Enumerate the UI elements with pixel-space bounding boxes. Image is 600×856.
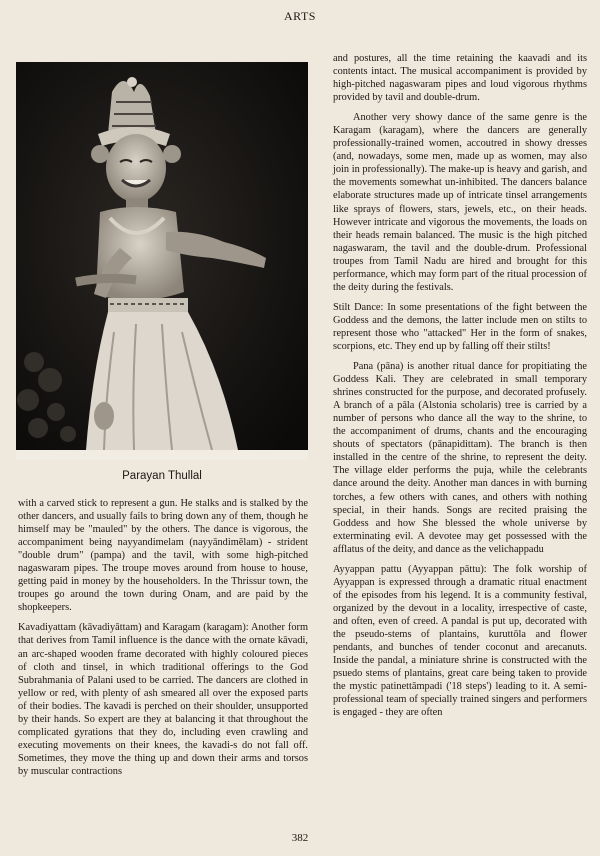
figure [16,62,308,460]
paragraph-karagam: Another very showy dance of the same genre is the Karagam (karagam), where the dancers are generally professionally-trained women, accoutred in showy dresses (and, nowadays, some men, made up as women, may also join in professionally). The make-up is heavy and garish, and the movements somewhat un-inhibited. The dancers balance elaborate structures made up of intricate tinsel arrangements like sprays of flowers, stars, jewels, etc., on their heads. However intricate and vigorous the movements, the loads on their heads remain balanced. The music is the high pitched nagaswaram, the tavil and the double-drum. Professional troupes from Tamil Nadu are hired and brought for this performance, which may form part of the ritual procession of the deity during the festivals. [333,112,587,293]
page-number: 382 [291,832,309,844]
figure-caption: Parayan Thullal [122,470,202,482]
right-column [333,52,587,719]
paragraph: and postures, all the time retaining the kaavadi and its contents intact. The musical accompaniment is provided by high-pitched nagaswaram pipes and loud vigorous rhythms provided by tavil and double-drum. [333,53,587,104]
paragraph: with a carved stick to represent a gun. He stalks and is stalked by the other dancers, and usually fails to bring down any of them, though he himself may be "mauled" by the others. The dance is vigorous, the accompaniment being nayyandimelam (nayyāndimēlam) - strident "double drum" (pampa) and the tavil, with some high-pitched nagaswaram pipes. The troupe moves around from house to house, getting paid in money by the householders. In the Thrissur town, the troupes go around the town during Onam, and are paid by the shopkeepers. [18,498,308,614]
paragraph-stilt-dance: Stilt Dance: In some presentations of the fight between the Goddess and the demons, the latter include men on stilts to represent those who "attacked" Her in the form of snakes, scorpions, etc. They end up by falling off their stilts! [333,301,587,352]
dancer-photo [16,62,308,450]
left-column [18,497,308,778]
running-header: ARTS [284,9,316,23]
paragraph-pana: Pana (pāna) is another ritual dance for propitiating the Goddess Kali. They are celebrated in small temporary shrines constructed for the purpose, and decorated profusely. A branch of a pāla (Alstonia scholaris) tree is carried by a number of persons who dance all the way to the shrine, to the accompaniment of drums, chants and the encouraging shouts of spectators (pānapidittam). The branch is then installed in the centre of the shrine, to represent the deity. The village elder performs the puja, while the celebrants dance around the deity. Another man dances in with burning torches, a few others with canes, and others with nothing special, in their hands. Songs are recited praising the Goddess and how She blessed the whole universe by exterminating evil. A devotee may get possessed with the afflatus of the deity, and dance as the velichappadu [333,361,587,555]
paragraph-ayyappan-pattu: Ayyappan pattu (Ayyappan pāttu): The folk worship of Ayyappan is expressed through a dramatic ritual enactment of the episodes from his legend. It is a community festival, organized by the devout in a locality, irrespective of caste, and often, even of creed. A pandal is put up, decorated with the pseudo-stems of plantains, kuruttōla and flower pendants, and bunches of tender coconut and arecanuts. Inside the pandal, a miniature shrine is constructed with the psuedo stems of plantains, great care being taken to provide the mystic patinettāmpadi ('18 steps') leading to it. A semi-professional team of specially trained singers and performers is engaged - they are often [333,563,587,719]
paragraph-kavadiyattam: Kavadiyattam (kāvadiyāttam) and Karagam (karagam): Another form that derives from Tamil influence is the dance with the ornate kāvadi, an arc-shaped wooden frame decorated with highly coloured pieces of cloth and tinsel, in which traditional offerings to the God Subrahmania of Palani used to be carried. The dancers are clothed in yellow or red, with plenty of ash smeared all over the exposed parts of their bodies. The kavadi is perched on their shoulder, unsupported by their hands. So expert are they at balancing it that throughout the complicated gyrations that they do, including even crawling and executing movements on their knees, the kavadi-s do not fall off. Sometimes, they move the thing up and down their arms and torsos by muscular contractions [18,622,308,777]
